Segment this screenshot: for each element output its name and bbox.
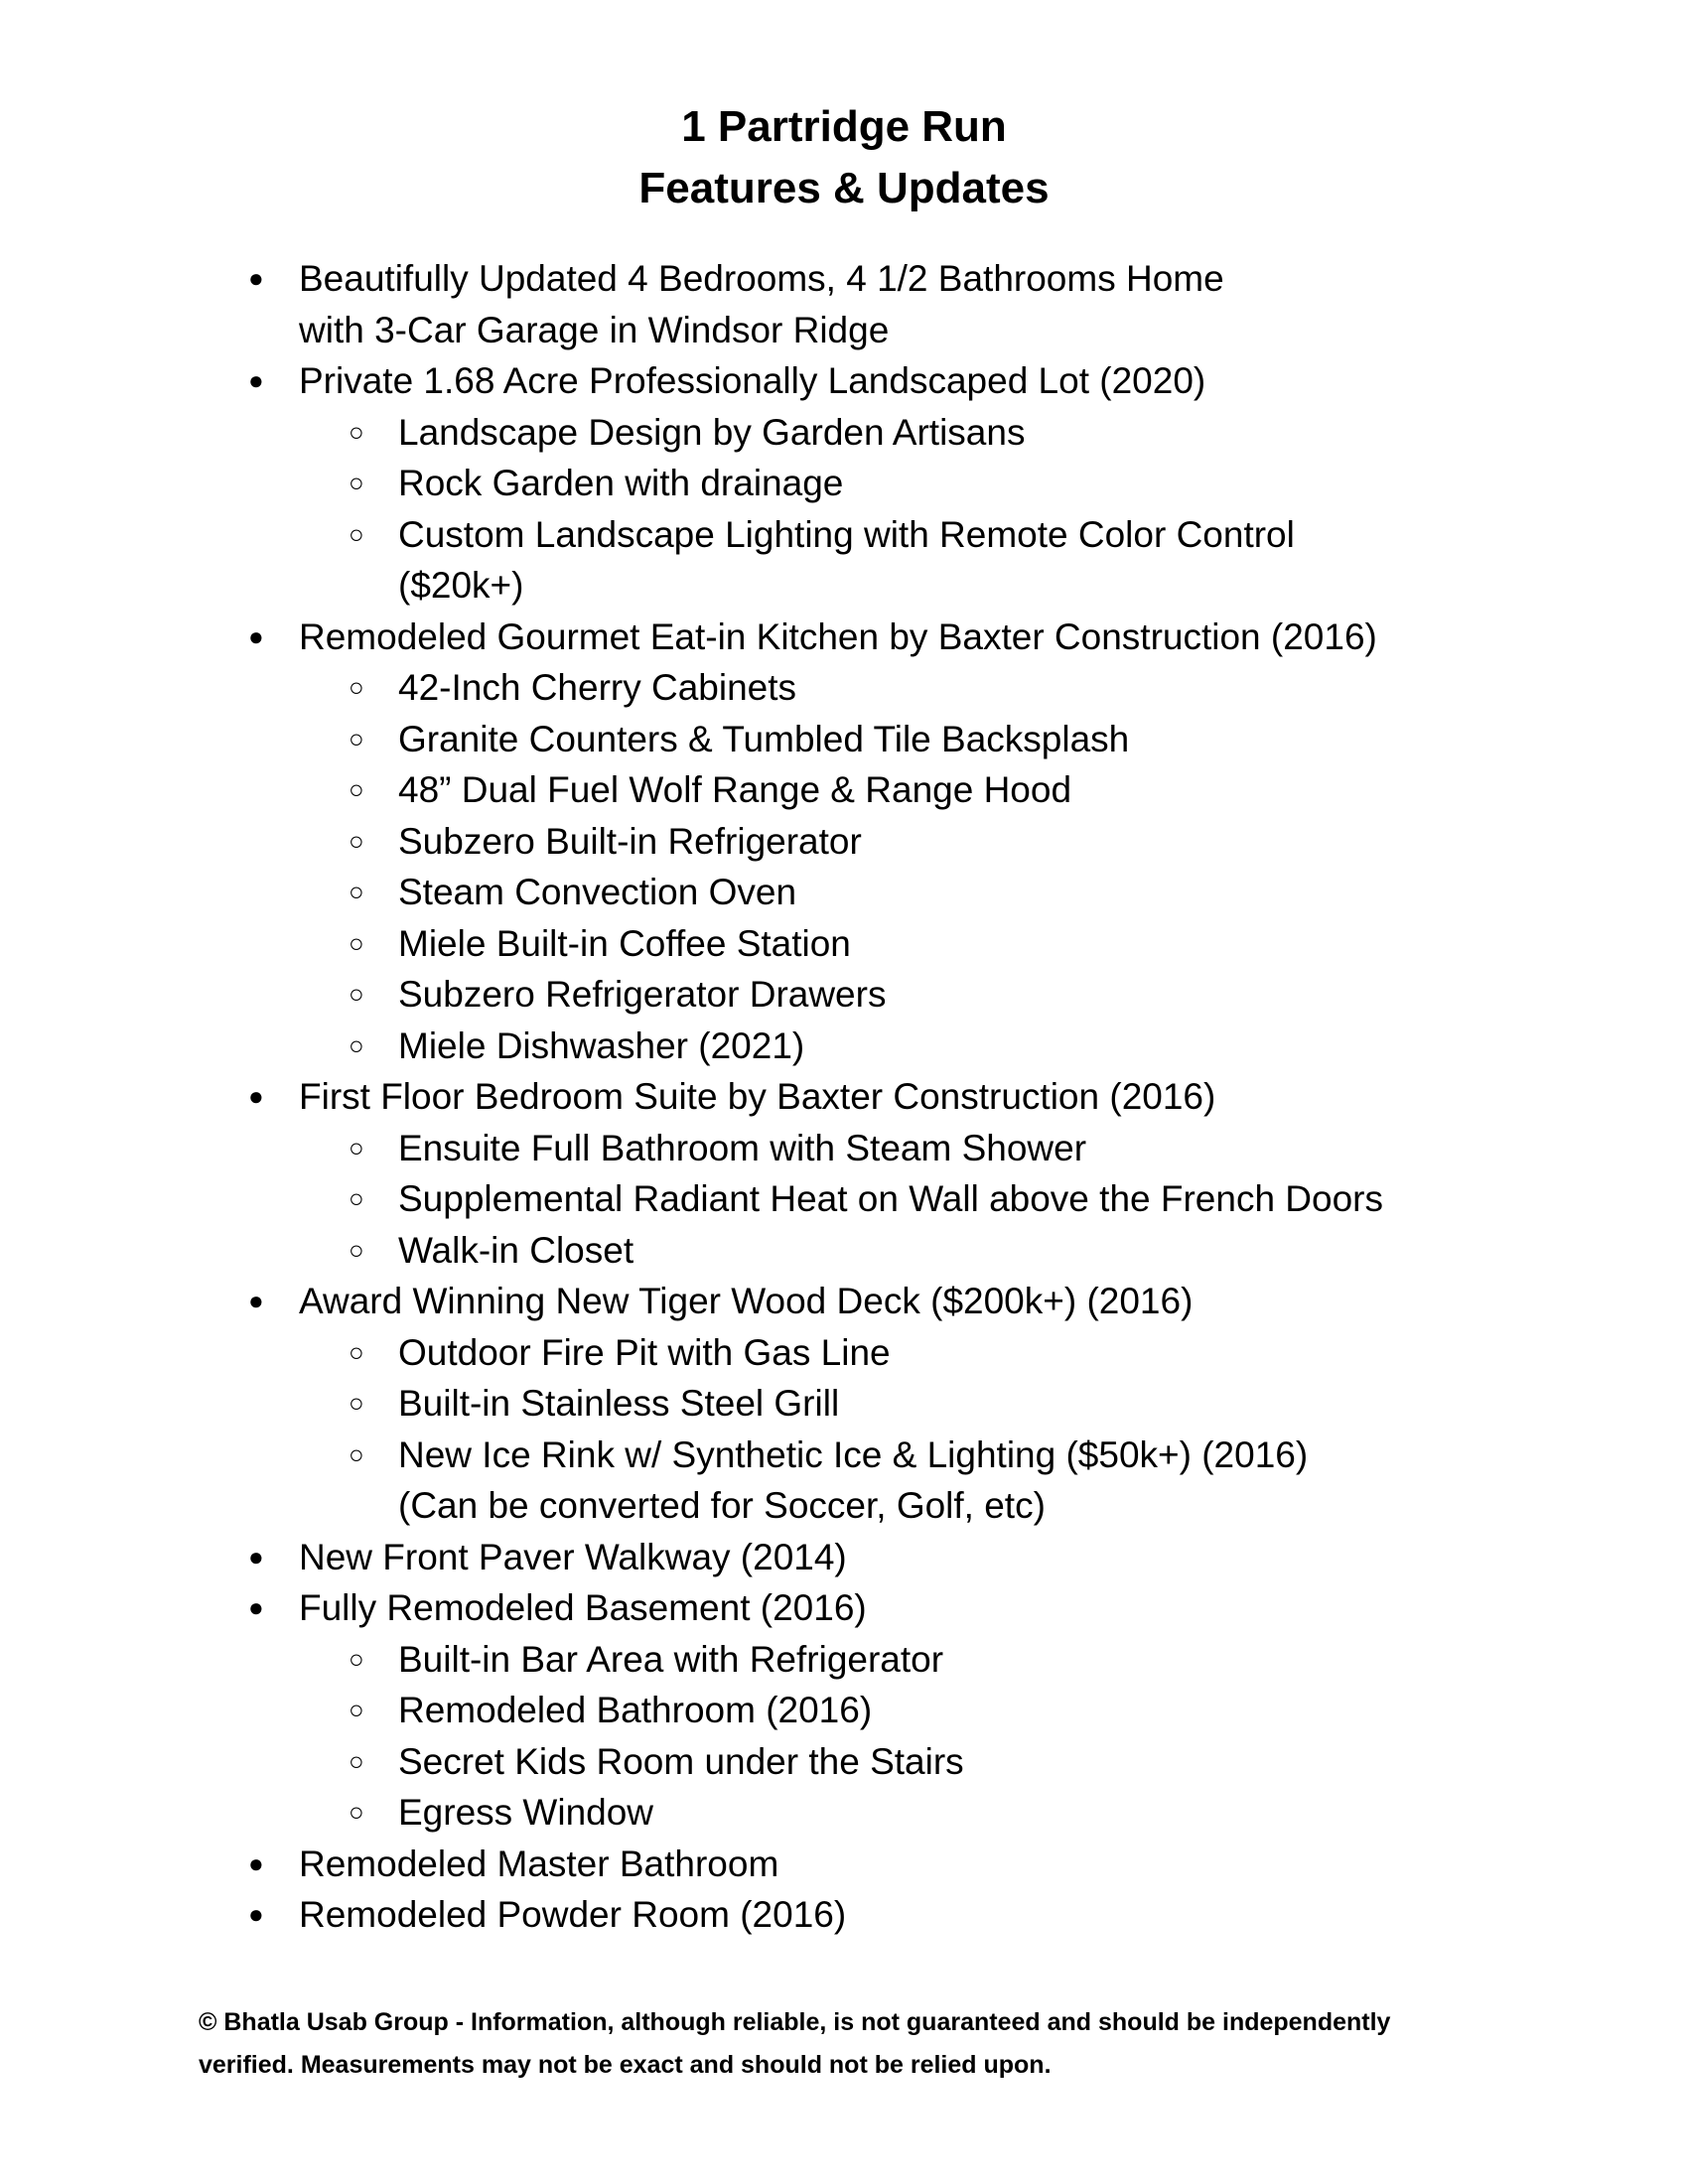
feature-subitem <box>0 1327 1688 1379</box>
feature-subitem <box>0 918 1688 970</box>
hollow-bullet-icon: ○ <box>349 979 364 1009</box>
hollow-bullet-icon: ○ <box>349 1183 364 1213</box>
feature-subitem <box>0 1634 1688 1686</box>
feature-text: Beautifully Updated 4 Bedrooms, 4 1/2 Bathrooms Home <box>299 258 1224 299</box>
filled-bullet-icon: ● <box>248 1541 264 1571</box>
feature-subitem <box>0 867 1688 918</box>
feature-item <box>0 1889 1688 1941</box>
feature-subitem <box>0 662 1688 714</box>
feature-text: Built-in Bar Area with Refrigerator <box>398 1638 944 1680</box>
feature-subitem <box>0 969 1688 1021</box>
hollow-bullet-icon: ○ <box>349 1695 364 1724</box>
feature-subitem <box>0 816 1688 868</box>
feature-item <box>0 1532 1688 1583</box>
filled-bullet-icon: ● <box>248 1286 264 1315</box>
feature-text: Remodeled Gourmet Eat-in Kitchen by Baxter Construction (2016) <box>299 615 1377 657</box>
feature-text: with 3-Car Garage in Windsor Ridge <box>299 309 890 350</box>
feature-item <box>0 355 1688 407</box>
feature-item <box>0 1276 1688 1327</box>
hollow-bullet-icon: ○ <box>349 518 364 549</box>
feature-text: Steam Convection Oven <box>398 872 797 912</box>
feature-subitem <box>0 1173 1688 1225</box>
feature-text: Remodeled Master Bathroom <box>299 1843 779 1884</box>
hollow-bullet-icon: ○ <box>349 774 364 804</box>
hollow-bullet-icon: ○ <box>349 723 364 753</box>
filled-bullet-icon: ● <box>248 1899 264 1929</box>
feature-text: Subzero Built-in Refrigerator <box>398 820 862 862</box>
feature-subitem <box>0 1685 1688 1736</box>
hollow-bullet-icon: ○ <box>349 1132 364 1162</box>
feature-text: Outdoor Fire Pit with Gas Line <box>398 1331 891 1373</box>
feature-text: Remodeled Bathroom (2016) <box>398 1690 873 1730</box>
feature-text: Landscape Design by Garden Artisans <box>398 411 1026 453</box>
feature-subitem <box>0 764 1688 816</box>
feature-text: Remodeled Powder Room (2016) <box>299 1894 847 1935</box>
feature-subitem <box>0 1736 1688 1788</box>
hollow-bullet-icon: ○ <box>349 1029 364 1060</box>
feature-text: Secret Kids Room under the Stairs <box>398 1740 964 1782</box>
features-list <box>0 253 1688 1941</box>
hollow-bullet-icon: ○ <box>349 877 364 906</box>
feature-subitem <box>0 1123 1688 1174</box>
filled-bullet-icon: ● <box>248 365 264 395</box>
hollow-bullet-icon: ○ <box>349 416 364 447</box>
feature-text: Rock Garden with drainage <box>398 463 844 503</box>
disclaimer-line-1: © Bhatla Usab Group - Information, although reliable, is not guaranteed and should be independently <box>199 2008 1391 2036</box>
feature-subitem <box>0 407 1688 459</box>
filled-bullet-icon: ● <box>248 263 264 293</box>
feature-text: Award Winning New Tiger Wood Deck ($200k+) (2016) <box>299 1281 1194 1321</box>
hollow-bullet-icon: ○ <box>349 1438 364 1469</box>
feature-item <box>0 305 1688 356</box>
hollow-bullet-icon: ○ <box>349 468 364 497</box>
feature-subitem <box>0 1225 1688 1277</box>
document-subtitle: Features & Updates <box>638 164 1050 212</box>
disclaimer-line-2: verified. Measurements may not be exact and should not be relied upon. <box>199 2051 1052 2079</box>
hollow-bullet-icon: ○ <box>349 1745 364 1776</box>
feature-subitem <box>0 509 1688 561</box>
feature-text: ($20k+) <box>398 565 524 606</box>
feature-subitem <box>0 560 1688 612</box>
feature-item <box>0 612 1688 663</box>
feature-text: Built-in Stainless Steel Grill <box>398 1383 840 1424</box>
feature-item <box>0 253 1688 305</box>
feature-text: 42-Inch Cherry Cabinets <box>398 667 797 708</box>
feature-item <box>0 1839 1688 1890</box>
hollow-bullet-icon: ○ <box>349 1388 364 1418</box>
filled-bullet-icon: ● <box>248 1081 264 1111</box>
feature-text: First Floor Bedroom Suite by Baxter Construction (2016) <box>299 1076 1216 1117</box>
feature-text: Walk-in Closet <box>398 1229 634 1271</box>
document-title: 1 Partridge Run <box>681 102 1007 151</box>
feature-text: Custom Landscape Lighting with Remote Color Control <box>398 513 1295 555</box>
feature-text: New Front Paver Walkway (2014) <box>299 1536 847 1577</box>
feature-text: Ensuite Full Bathroom with Steam Shower <box>398 1127 1087 1168</box>
feature-subitem <box>0 1430 1688 1481</box>
feature-text: Granite Counters & Tumbled Tile Backsplash <box>398 718 1130 759</box>
feature-subitem <box>0 1378 1688 1430</box>
feature-subitem <box>0 1480 1688 1532</box>
filled-bullet-icon: ● <box>248 1592 264 1622</box>
feature-text: Fully Remodeled Basement (2016) <box>299 1587 867 1628</box>
hollow-bullet-icon: ○ <box>349 672 364 702</box>
feature-item <box>0 1071 1688 1123</box>
hollow-bullet-icon: ○ <box>349 927 364 958</box>
feature-text: Egress Window <box>398 1792 654 1833</box>
feature-text: New Ice Rink w/ Synthetic Ice & Lighting ($50k+) (2016) <box>398 1433 1309 1475</box>
feature-text: Supplemental Radiant Heat on Wall above the French Doors <box>398 1178 1384 1219</box>
hollow-bullet-icon: ○ <box>349 1797 364 1827</box>
feature-text: Subzero Refrigerator Drawers <box>398 974 887 1015</box>
hollow-bullet-icon: ○ <box>349 1336 364 1367</box>
feature-text: 48” Dual Fuel Wolf Range & Range Hood <box>398 769 1072 810</box>
hollow-bullet-icon: ○ <box>349 825 364 856</box>
feature-text: (Can be converted for Soccer, Golf, etc) <box>398 1485 1046 1526</box>
feature-text: Private 1.68 Acre Professionally Landscaped Lot (2020) <box>299 360 1206 401</box>
feature-subitem <box>0 1787 1688 1839</box>
feature-text: Miele Built-in Coffee Station <box>398 922 851 964</box>
filled-bullet-icon: ● <box>248 1847 264 1878</box>
feature-item <box>0 1582 1688 1634</box>
feature-subitem <box>0 1021 1688 1072</box>
filled-bullet-icon: ● <box>248 620 264 651</box>
feature-subitem <box>0 458 1688 509</box>
hollow-bullet-icon: ○ <box>349 1234 364 1265</box>
hollow-bullet-icon: ○ <box>349 1643 364 1674</box>
feature-text: Miele Dishwasher (2021) <box>398 1024 805 1066</box>
feature-subitem <box>0 714 1688 765</box>
